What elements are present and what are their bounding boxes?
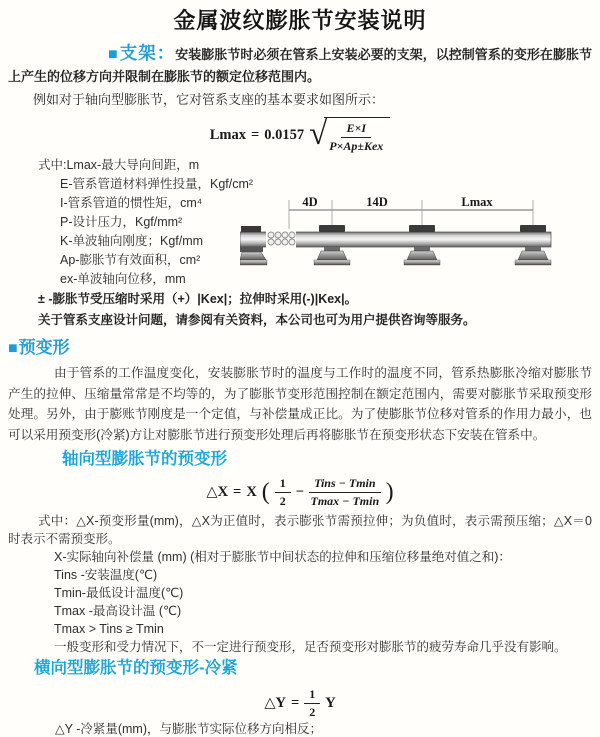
definition-line: 式中:Lmax-最大导向间距，m [38, 158, 200, 172]
fraction-denominator: Tmax − Tmin [310, 493, 380, 508]
definition-line: K-单波轴向刚度；Kgf/mm [60, 234, 204, 248]
equals-sign: = [233, 483, 242, 500]
pipe-support-diagram [240, 194, 562, 294]
dim-label-lmax: Lmax [461, 195, 493, 209]
lmax-formula [0, 116, 600, 154]
definition-line: 式中：△X-预变形量(mm)，△X为正值时，表示膨张节需预拉伸；为负值时，表示需预压缩；△X＝0时表示不需预变形。 [8, 514, 592, 546]
axial-definition-list [8, 512, 592, 656]
definition-line: Tmax > Tins ≥ Tmin [54, 622, 164, 636]
close-paren: ) [385, 479, 394, 505]
half-fraction [275, 476, 291, 508]
formula-coefficient: X [246, 483, 257, 500]
equals-sign: = [250, 126, 260, 143]
fraction-denominator: P×Ap±Kex [329, 138, 384, 153]
formula-lhs: Lmax [209, 126, 246, 143]
temperature-fraction [309, 476, 381, 508]
support-intro-paragraph [8, 42, 592, 88]
open-paren: ( [261, 479, 270, 505]
definition-line: E-管系管道材料弹性投量，Kgf/cm² [60, 177, 254, 191]
dim-label-4d: 4D [302, 195, 318, 209]
minus-sign: − [295, 483, 305, 500]
sign-convention-note: ± -膨胀节受压缩时采用（+）|Kex|；拉伸时采用(-)|Kex|。 [38, 292, 358, 306]
formula-coefficient: 0.0157 [264, 126, 305, 143]
example-line: 例如对于轴向型膨胀节，它对管系支座的基本要求如图所示： [33, 92, 385, 107]
lateral-note: △Y -冷紧量(mm)，与膨胀节实际位移方向相反； [55, 722, 323, 736]
bellows-coil [266, 229, 296, 250]
diagram-svg [240, 194, 562, 294]
formula-rhs: Y [325, 694, 336, 711]
support-section-heading [58, 43, 175, 63]
sqrt-expression [309, 117, 390, 153]
fraction [329, 121, 383, 153]
section-marker-icon: ■ [8, 340, 18, 357]
definition-line: ex-单波轴向位移，mm [60, 272, 186, 286]
definition-line: 一般变形和受力情况下，不一定进行预变形，足否预变形对膨胀节的疲劳寿命几乎没有影响。 [54, 640, 567, 654]
support-heading-label: 支架： [119, 43, 176, 63]
fraction-numerator: 1 [304, 687, 320, 703]
formula-lhs: △X [206, 484, 229, 500]
lateral-subheading: 横向型膨胀节的预变形-冷紧 [34, 659, 238, 677]
predeform-heading-label: 预变形 [18, 338, 70, 357]
definition-line: Tmax -最高设计温 (℃) [54, 604, 182, 618]
definition-line: Ap-膨胀节有效面积，cm² [60, 253, 201, 267]
half-fraction [304, 687, 320, 719]
equals-sign: = [290, 694, 300, 711]
definition-line: P-设计压力，Kgf/mm² [60, 215, 183, 229]
fraction-numerator: 1 [275, 476, 291, 492]
fraction-denominator: 2 [279, 493, 286, 508]
definition-line: Tmin-最低设计温度(℃) [54, 586, 184, 600]
consulting-note: 关于管系支座设计问题，请参阅有关资料，本公司也可为用户提供咨询等服务。 [38, 313, 476, 327]
definition-line: I-管系管道的惯性矩，cm⁴ [60, 196, 203, 210]
fraction-numerator: Tins − Tmin [309, 476, 381, 492]
fraction-denominator: 2 [309, 704, 316, 719]
dim-label-14d: 14D [366, 195, 388, 209]
section-marker-icon: ■ [108, 46, 119, 63]
page-title: 金属波纹膨胀节安装说明 [173, 8, 427, 33]
formula-lhs: △Y [264, 695, 286, 711]
lateral-formula [0, 687, 600, 719]
fraction-numerator: E×I [341, 121, 371, 137]
under-root [324, 117, 390, 153]
radical-sign-icon: √ [309, 116, 328, 153]
predeform-section-heading [8, 337, 600, 359]
axial-subheading: 轴向型膨胀节的预变形 [62, 450, 227, 468]
axial-formula [0, 474, 600, 510]
definition-line: X-实际轴向补偿量 (mm) (相对于膨胀节中间状态的拉伸和压缩位移量绝对值之和)： [54, 550, 511, 564]
definition-line: Tins -安装温度(℃) [54, 568, 158, 582]
predeform-paragraph: 由于管系的工作温度变化，安装膨胀节时的温度与工作时的温度不同，管系热膨胀冷缩对膨胀节产生的拉伸、压缩量常常是不均等的，为了膨胀节变形范围控制在额定范围内，需要对膨胀节采取预变形处理。另外，由于膨账节刚度是一个定值，与补偿量成正比。为了使膨胀节位移对管系的作用力最小，也可以采用预变形(冷紧)方让对膨胀节进行预变形处理后再将膨胀节在预变形状态下安装在管系中。 [8, 366, 592, 442]
support-intro-text: 安装膨胀节时必须在管系上安装必要的支架，以控制管系的变形在膨胀节上产生的位移方向并限制在膨胀节的额定位移范围内。 [8, 47, 592, 84]
